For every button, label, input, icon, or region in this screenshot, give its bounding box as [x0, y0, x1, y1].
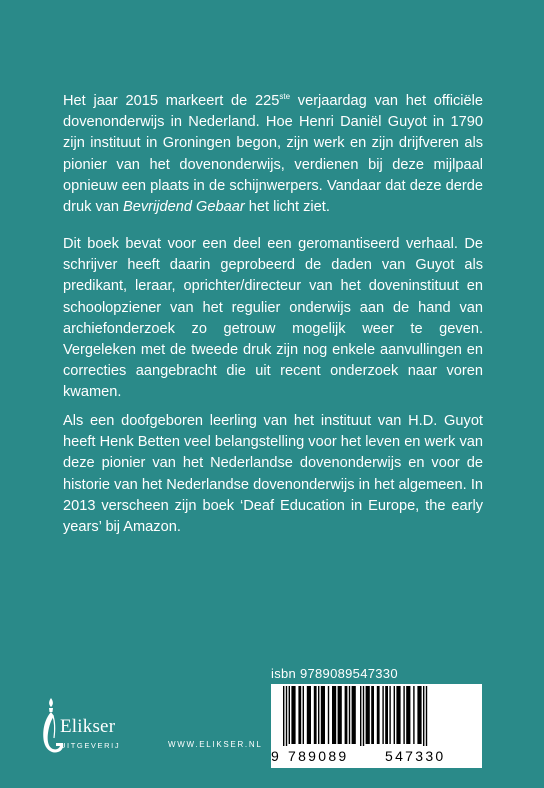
blurb-text: het licht ziet.: [244, 199, 330, 216]
book-title: Bevrijdend Gebaar: [123, 199, 245, 216]
barcode-digit-group-left: 789089: [288, 748, 349, 764]
publisher-name: Elikser: [60, 716, 116, 737]
blurb-paragraph-2: Dit boek bevat voor een deel een geromantiseerd verhaal. De schrijver heeft daarin geprobeerd de daden van Guyot als predikant, leraar, oprichter/directeur van het doveninstituut en schoolopziener van het regulier onderwijs aan de hand van archiefonderzoek zo getrouw mogelijk weer te geven. Vergeleken met de tweede druk zijn nog enkele aanvullingen en correcties aangebracht die uit recent onderzoek naar voren kwamen.: [63, 236, 483, 401]
publisher-logo: [36, 696, 156, 766]
blurb-text: verjaardag van het officiële dovenonderwijs in Nederland. Hoe Henri Daniël Guyot in 1790 zijn instituut in Groningen begon, zijn werk en zijn drijfveren als pionier van het dovenonderwijs, verdienen bij deze mijlpaal opnieuw een plaats in de schijnwerpers. Vandaar dat deze derde druk van: [63, 93, 483, 216]
barcode-bars-icon: [271, 684, 482, 748]
barcode-digit-group-right: 547330: [385, 748, 446, 764]
blurb-paragraph-1: [63, 91, 483, 218]
blurb-text: Het jaar 2015 markeert de 225: [63, 93, 280, 109]
barcode: [271, 684, 482, 748]
barcode-digit-first: 9: [271, 748, 279, 764]
publisher-website: WWW.ELIKSER.NL: [168, 740, 263, 749]
author-bio-paragraph: Als een doofgeboren leerling van het instituut van H.D. Guyot heeft Henk Betten veel belangstelling voor het leven en werk van deze pionier van het Nederlandse dovenonderwijs en voor de historie van het Nederlandse dovenonderwijs in het algemeen. In 2013 verscheen zijn boek ‘Deaf Education in Europe, the early years’ bij Amazon.: [63, 413, 483, 536]
ordinal-superscript: ste: [279, 92, 291, 101]
publisher-subtitle: UITGEVERIJ: [60, 741, 121, 750]
isbn-label: isbn 9789089547330: [271, 666, 398, 681]
